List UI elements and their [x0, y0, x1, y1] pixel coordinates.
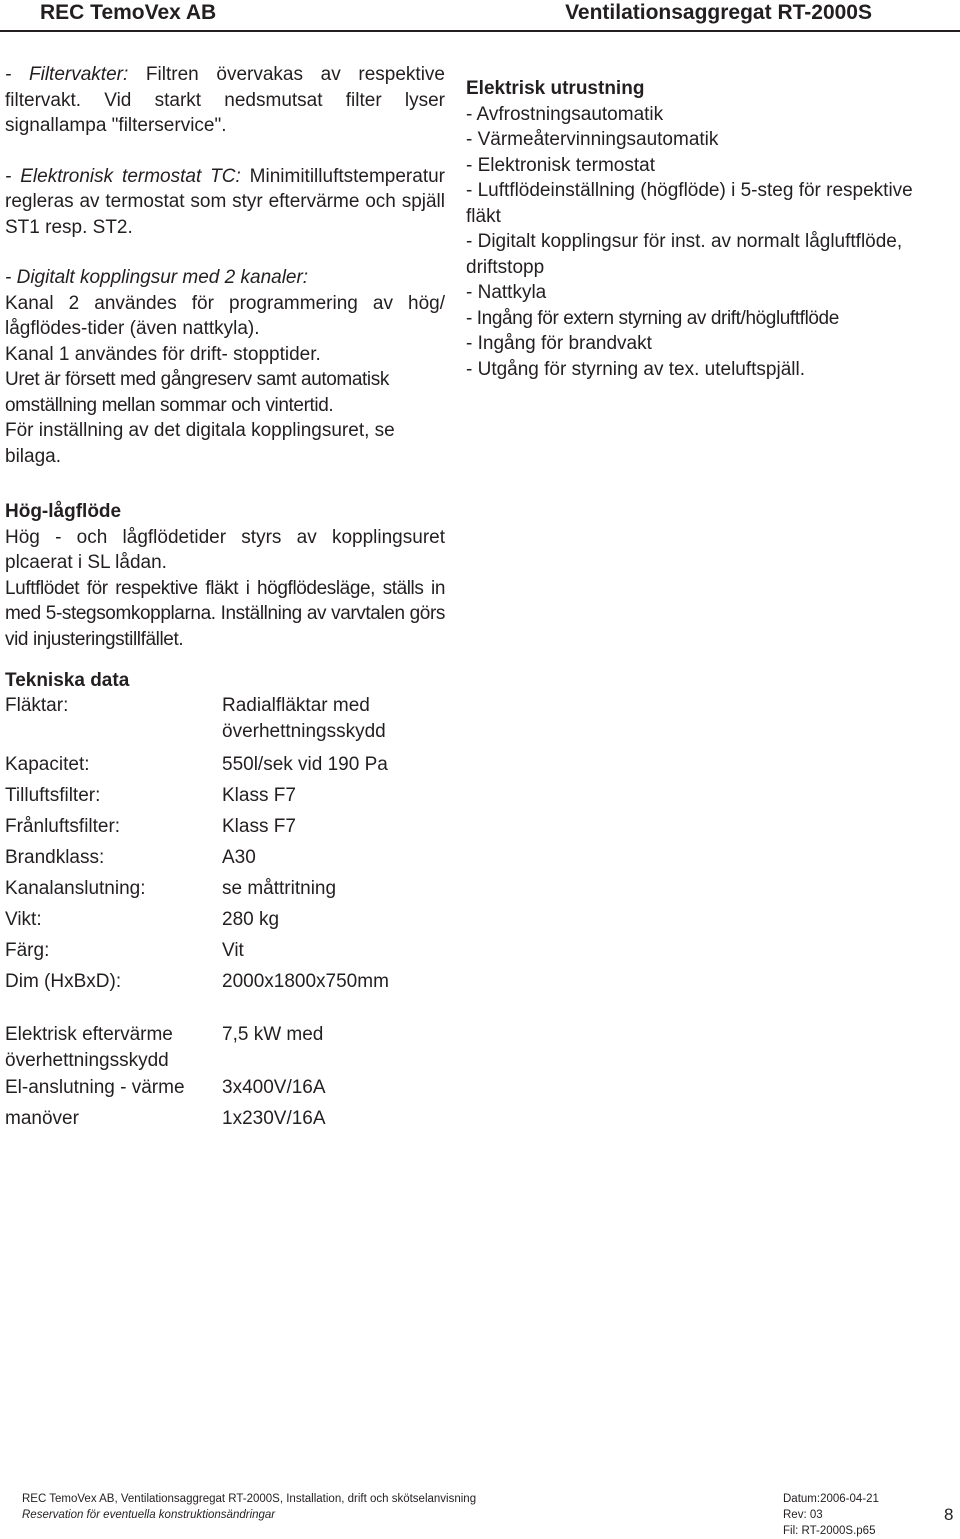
electrical-item: - Digitalt kopplingsur för inst. av normalt lågluftflöde, driftstopp: [466, 231, 903, 278]
page-footer: [0, 1490, 960, 1539]
tech-value: A30: [222, 847, 256, 868]
electric-value: 3x400V/16A: [222, 1077, 326, 1098]
tech-label: Vikt:: [5, 909, 42, 930]
header-product: Ventilationsaggregat RT-2000S: [565, 1, 872, 24]
tech-label: Brandklass:: [5, 847, 105, 868]
tech-row: [5, 754, 605, 785]
footer-file: Fil: RT-2000S.p65: [783, 1525, 876, 1537]
tech-row: [5, 940, 605, 971]
thermostat-text: Minimitilluftstemperatur regleras av termostat som styr eftervärme och spjäll ST1 resp. ST2.: [5, 165, 445, 238]
clock-line: Uret är försett med gångreserv samt automatisk omställning mellan sommar och vintertid.: [5, 369, 389, 416]
left-column: [5, 62, 445, 652]
clock-line: Kanal 2 användes för programmering av hög/ lågflödes-tider (även nattkyla).: [5, 292, 445, 339]
electric-label: Elektrisk eftervärme överhettningsskydd: [5, 1024, 173, 1071]
electrical-item: - Nattkyla: [466, 282, 547, 303]
page-header: [0, 0, 960, 30]
electrical-item: - Värmeåtervinningsautomatik: [466, 129, 719, 150]
tech-value: 280 kg: [222, 909, 280, 930]
page-number: 8: [944, 1505, 954, 1524]
hoglag-line: Luftflödet för respektive fläkt i högflödesläge, ställs in med 5-stegsomkopplarna. Inställning av varvtalen görs vid injusteringstillfället.: [5, 577, 445, 650]
electric-value: 1x230V/16A: [222, 1108, 326, 1129]
electrical-title: Elektrisk utrustning: [466, 78, 645, 99]
electric-row: [5, 1022, 605, 1077]
hoglag-line: Hög - och lågflödetider styrs av kopplingsuret plcaerat i SL lådan.: [5, 526, 445, 573]
electric-row: [5, 1077, 605, 1108]
tech-label: Kanalanslutning:: [5, 878, 146, 899]
electrical-item: - Luftflödeinställning (högflöde) i 5-steg för respektive fläkt: [466, 180, 913, 227]
electrical-item: - Elektronisk termostat: [466, 154, 655, 176]
electric-label: manöver: [5, 1108, 79, 1129]
clock-line: Kanal 1 användes för drift- stopptider.: [5, 343, 321, 365]
tech-row: [5, 909, 605, 940]
thermostat-paragraph: [5, 164, 445, 241]
tech-row: [5, 847, 605, 878]
footer-date: Datum:2006-04-21: [783, 1493, 879, 1505]
tech-value: Radialfläktar med överhettningsskydd: [222, 695, 386, 742]
clock-line: För inställning av det digitala kopplingsuret, se bilaga.: [5, 420, 395, 467]
tech-value: Klass F7: [222, 816, 296, 837]
filter-paragraph: [5, 62, 445, 139]
footer-document-title: REC TemoVex AB, Ventilationsaggregat RT-2000S, Installation, drift och skötselanvisning: [22, 1493, 477, 1505]
header-company: REC TemoVex AB: [40, 1, 217, 24]
tech-value: Vit: [222, 940, 244, 961]
tech-row: [5, 878, 605, 909]
electrical-item: - Utgång för styrning av tex. uteluftspjäll.: [466, 358, 805, 380]
tech-row: [5, 816, 605, 847]
electrical-item: - Avfrostningsautomatik: [466, 103, 664, 125]
tech-row: [5, 693, 605, 754]
tech-value: se måttritning: [222, 878, 337, 899]
tech-value: 2000x1800x750mm: [222, 971, 389, 992]
tech-label: Tilluftsfilter:: [5, 785, 101, 806]
electric-value: 7,5 kW med: [222, 1024, 324, 1045]
clock-label: - Digitalt kopplingsur med 2 kanaler:: [5, 267, 309, 288]
right-column: [466, 76, 936, 382]
electrical-item: - Ingång för brandvakt: [466, 333, 652, 354]
filter-text: Filtren övervakas av respektive filtervakt. Vid starkt nedsmutsat filter lyser signallampa "filterservice".: [5, 64, 445, 136]
tech-value: Klass F7: [222, 785, 296, 806]
thermostat-label: - Elektronisk termostat TC:: [5, 165, 241, 187]
electric-label: El-anslutning - värme: [5, 1077, 185, 1098]
technical-data: [5, 668, 605, 1002]
electrical-data: [5, 1022, 605, 1139]
footer-revision: Rev: 03: [783, 1509, 823, 1521]
header-rule: [0, 30, 960, 32]
footer-reservation: Reservation för eventuella konstruktionsändringar: [22, 1509, 276, 1521]
tech-row: [5, 785, 605, 816]
electric-row: [5, 1108, 605, 1139]
tech-value: 550l/sek vid 190 Pa: [222, 754, 388, 775]
tech-label: Fläktar:: [5, 695, 69, 716]
tech-label: Kapacitet:: [5, 754, 90, 775]
technical-data-title: Tekniska data: [5, 670, 130, 691]
tech-label: Dim (HxBxD):: [5, 971, 122, 992]
tech-label: Frånluftsfilter:: [5, 816, 121, 837]
filter-label: - Filtervakter:: [5, 64, 129, 85]
tech-row: [5, 971, 605, 1002]
hoglag-title: Hög-lågflöde: [5, 501, 122, 522]
electrical-item: - Ingång för extern styrning av drift/högluftflöde: [466, 307, 839, 329]
tech-label: Färg:: [5, 940, 50, 961]
